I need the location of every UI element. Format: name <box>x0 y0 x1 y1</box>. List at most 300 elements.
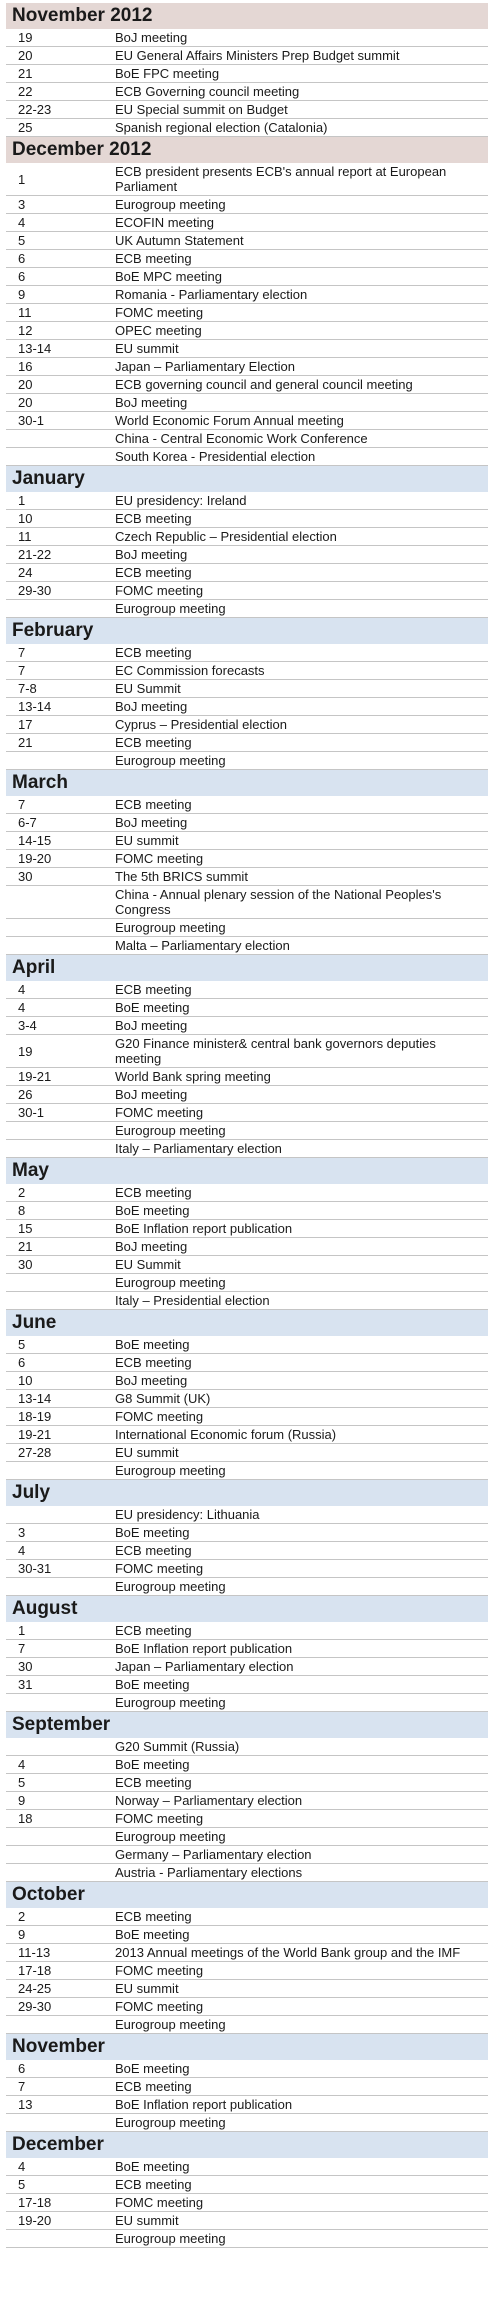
event-description: The 5th BRICS summit <box>115 869 248 884</box>
event-description: ECB Governing council meeting <box>115 84 300 99</box>
event-description: FOMC meeting <box>115 305 204 320</box>
event-row <box>6 250 488 268</box>
event-row <box>6 412 488 430</box>
event-date: 2 <box>18 1185 26 1200</box>
event-description: BoJ meeting <box>115 395 188 410</box>
event-date: 6 <box>18 2061 26 2076</box>
event-description: BoJ meeting <box>115 547 188 562</box>
event-description: Norway – Parliamentary election <box>115 1793 303 1808</box>
event-date: 22-23 <box>18 102 52 117</box>
event-date: 13-14 <box>18 699 52 714</box>
event-date: 3 <box>18 1525 26 1540</box>
event-description: Czech Republic – Presidential election <box>115 529 337 544</box>
event-row <box>6 340 488 358</box>
event-date: 13 <box>18 2097 33 2112</box>
event-description: UK Autumn Statement <box>115 233 244 248</box>
event-description: EU summit <box>115 2213 179 2228</box>
event-row <box>6 752 488 770</box>
event-description: FOMC meeting <box>115 1409 204 1424</box>
event-description: Eurogroup meeting <box>115 1123 226 1138</box>
event-date: 3 <box>18 197 26 212</box>
event-row <box>6 1998 488 2016</box>
event-description: FOMC meeting <box>115 1999 204 2014</box>
event-row <box>6 1140 488 1158</box>
event-date: 8 <box>18 1203 26 1218</box>
event-description: BoE meeting <box>115 1927 190 1942</box>
event-row <box>6 322 488 340</box>
month-header: December 2012 <box>6 137 488 163</box>
event-row <box>6 1426 488 1444</box>
event-description: EU summit <box>115 833 179 848</box>
event-description: BoE meeting <box>115 1000 190 1015</box>
event-description: ECB meeting <box>115 645 192 660</box>
event-row <box>6 919 488 937</box>
month-section <box>6 1310 488 1480</box>
event-description: ECB meeting <box>115 511 192 526</box>
event-description: BoE meeting <box>115 1203 190 1218</box>
event-description: EU General Affairs Ministers Prep Budget summit <box>115 48 400 63</box>
event-row <box>6 1256 488 1274</box>
event-row <box>6 1944 488 1962</box>
event-description: Eurogroup meeting <box>115 601 226 616</box>
event-description: World Economic Forum Annual meeting <box>115 413 344 428</box>
event-description: ECB meeting <box>115 1185 192 1200</box>
event-date: 11 <box>18 529 32 544</box>
event-row <box>6 1444 488 1462</box>
event-date: 5 <box>18 233 26 248</box>
event-row <box>6 868 488 886</box>
event-description: BoE meeting <box>115 1337 190 1352</box>
event-description: China - Central Economic Work Conference <box>115 431 368 446</box>
event-row <box>6 1864 488 1882</box>
event-date: 16 <box>18 359 33 374</box>
event-description: BoJ meeting <box>115 815 188 830</box>
event-description: BoE Inflation report publication <box>115 2097 293 2112</box>
event-date: 1 <box>18 493 26 508</box>
event-date: 4 <box>18 982 26 997</box>
event-row <box>6 814 488 832</box>
event-row <box>6 1372 488 1390</box>
month-header: November 2012 <box>6 3 488 29</box>
event-row <box>6 492 488 510</box>
event-row <box>6 1578 488 1596</box>
event-date: 18 <box>18 1811 33 1826</box>
event-description: G8 Summit (UK) <box>115 1391 211 1406</box>
event-row <box>6 1524 488 1542</box>
event-description: Japan – Parliamentary election <box>115 1659 294 1674</box>
event-row <box>6 1828 488 1846</box>
event-description: Japan – Parliamentary Election <box>115 359 295 374</box>
event-row <box>6 1926 488 1944</box>
event-description: China - Annual plenary session of the National Peoples's Congress <box>115 887 442 917</box>
event-date: 19-20 <box>18 2213 52 2228</box>
event-description: South Korea - Presidential election <box>115 449 316 464</box>
month-section <box>6 137 488 466</box>
event-row <box>6 1292 488 1310</box>
event-row <box>6 1086 488 1104</box>
event-date: 30 <box>18 1659 33 1674</box>
event-description: EU presidency: Lithuania <box>115 1507 260 1522</box>
event-date: 19-21 <box>18 1427 52 1442</box>
event-row <box>6 358 488 376</box>
event-row <box>6 304 488 322</box>
event-description: FOMC meeting <box>115 1963 204 1978</box>
event-description: EU presidency: Ireland <box>115 493 247 508</box>
month-section <box>6 2034 488 2132</box>
event-row <box>6 1184 488 1202</box>
event-description: Spanish regional election (Catalonia) <box>115 120 328 135</box>
event-description: ECB meeting <box>115 797 192 812</box>
event-description: ECB meeting <box>115 735 192 750</box>
event-row <box>6 698 488 716</box>
event-description: FOMC meeting <box>115 2195 204 2210</box>
month-section <box>6 618 488 770</box>
event-date: 4 <box>18 2159 26 2174</box>
event-description: BoE meeting <box>115 1757 190 1772</box>
event-description: G20 Finance minister& central bank governors deputies meeting <box>115 1036 436 1066</box>
event-date: 20 <box>18 395 33 410</box>
event-date: 19-21 <box>18 1069 52 1084</box>
event-row <box>6 2078 488 2096</box>
event-description: FOMC meeting <box>115 1105 204 1120</box>
event-row <box>6 2016 488 2034</box>
event-description: Malta – Parliamentary election <box>115 938 290 953</box>
event-date: 30-1 <box>18 413 45 428</box>
event-date: 21 <box>18 66 33 81</box>
event-row <box>6 564 488 582</box>
event-description: Eurogroup meeting <box>115 753 226 768</box>
event-row <box>6 1694 488 1712</box>
month-section <box>6 466 488 618</box>
month-section <box>6 1882 488 2034</box>
event-description: BoJ meeting <box>115 1239 188 1254</box>
event-row <box>6 510 488 528</box>
event-date: 24-25 <box>18 1981 52 1996</box>
event-description: BoE meeting <box>115 1525 190 1540</box>
event-row <box>6 119 488 137</box>
event-description: Eurogroup meeting <box>115 2017 226 2032</box>
event-description: ECB meeting <box>115 982 192 997</box>
event-row <box>6 1462 488 1480</box>
event-row <box>6 47 488 65</box>
event-row <box>6 582 488 600</box>
event-row <box>6 1846 488 1864</box>
month-section <box>6 955 488 1158</box>
event-row <box>6 1220 488 1238</box>
event-date: 4 <box>18 1000 26 1015</box>
event-row <box>6 1506 488 1524</box>
event-date: 29-30 <box>18 1999 52 2014</box>
event-description: EC Commission forecasts <box>115 663 265 678</box>
event-row <box>6 1908 488 1926</box>
event-row <box>6 1035 488 1068</box>
event-description: ECB meeting <box>115 1775 192 1790</box>
event-description: Eurogroup meeting <box>115 1463 226 1478</box>
event-description: ECB meeting <box>115 1543 192 1558</box>
event-row <box>6 29 488 47</box>
event-description: Eurogroup meeting <box>115 1275 226 1290</box>
month-section <box>6 2132 488 2248</box>
event-date: 9 <box>18 1927 26 1942</box>
event-row <box>6 1274 488 1292</box>
event-date: 26 <box>18 1087 33 1102</box>
month-header: November <box>6 2034 488 2060</box>
event-description: BoJ meeting <box>115 30 188 45</box>
event-row <box>6 101 488 119</box>
event-row <box>6 981 488 999</box>
event-description: FOMC meeting <box>115 1561 204 1576</box>
event-description: ECB meeting <box>115 1909 192 1924</box>
event-date: 31 <box>18 1677 33 1692</box>
event-description: OPEC meeting <box>115 323 202 338</box>
event-date: 30 <box>18 869 33 884</box>
event-description: BoE meeting <box>115 2061 190 2076</box>
event-date: 11 <box>18 305 32 320</box>
event-date: 19 <box>18 30 33 45</box>
event-row <box>6 214 488 232</box>
event-date: 14-15 <box>18 833 52 848</box>
event-row <box>6 163 488 196</box>
event-date: 17-18 <box>18 2195 52 2210</box>
event-date: 2 <box>18 1909 26 1924</box>
event-date: 13-14 <box>18 1391 52 1406</box>
event-description: Eurogroup meeting <box>115 2231 226 2246</box>
event-description: FOMC meeting <box>115 583 204 598</box>
event-row <box>6 196 488 214</box>
event-description: Romania - Parliamentary election <box>115 287 308 302</box>
event-row <box>6 1676 488 1694</box>
event-date: 22 <box>18 84 33 99</box>
event-description: FOMC meeting <box>115 1811 204 1826</box>
event-date: 21 <box>18 1239 33 1254</box>
event-row <box>6 1104 488 1122</box>
event-description: G20 Summit (Russia) <box>115 1739 240 1754</box>
event-row <box>6 2096 488 2114</box>
event-description: BoJ meeting <box>115 699 188 714</box>
event-date: 7 <box>18 645 26 660</box>
event-description: BoE MPC meeting <box>115 269 222 284</box>
month-section <box>6 1712 488 1882</box>
event-row <box>6 1542 488 1560</box>
month-header: April <box>6 955 488 981</box>
month-section <box>6 3 488 137</box>
event-row <box>6 2194 488 2212</box>
event-date: 7-8 <box>18 681 37 696</box>
event-description: BoE meeting <box>115 1677 190 1692</box>
event-date: 1 <box>18 1623 26 1638</box>
event-row <box>6 1622 488 1640</box>
event-date: 18-19 <box>18 1409 52 1424</box>
month-section <box>6 1158 488 1310</box>
event-description: BoE Inflation report publication <box>115 1221 293 1236</box>
event-description: Eurogroup meeting <box>115 2115 226 2130</box>
event-row <box>6 1980 488 1998</box>
event-row <box>6 1068 488 1086</box>
event-date: 20 <box>18 377 33 392</box>
event-date: 30-31 <box>18 1561 52 1576</box>
event-row <box>6 430 488 448</box>
event-date: 29-30 <box>18 583 52 598</box>
event-date: 6 <box>18 251 26 266</box>
event-row <box>6 83 488 101</box>
event-date: 13-14 <box>18 341 52 356</box>
event-row <box>6 1756 488 1774</box>
event-row <box>6 999 488 1017</box>
event-description: ECB governing council and general council meeting <box>115 377 413 392</box>
event-row <box>6 662 488 680</box>
event-date: 24 <box>18 565 33 580</box>
month-header: March <box>6 770 488 796</box>
event-description: BoE Inflation report publication <box>115 1641 293 1656</box>
event-description: EU Summit <box>115 681 181 696</box>
event-description: ECB meeting <box>115 2079 192 2094</box>
event-row <box>6 65 488 83</box>
event-description: EU summit <box>115 1981 179 1996</box>
events-calendar <box>6 0 488 2248</box>
event-row <box>6 1962 488 1980</box>
event-row <box>6 1738 488 1756</box>
event-description: Germany – Parliamentary election <box>115 1847 312 1862</box>
event-date: 7 <box>18 2079 26 2094</box>
event-description: Eurogroup meeting <box>115 1829 226 1844</box>
event-description: ECB meeting <box>115 2177 192 2192</box>
event-row <box>6 1354 488 1372</box>
event-row <box>6 1238 488 1256</box>
event-date: 1 <box>18 171 26 187</box>
month-header: September <box>6 1712 488 1738</box>
event-date: 10 <box>18 1373 33 1388</box>
event-date: 15 <box>18 1221 33 1236</box>
event-description: ECOFIN meeting <box>115 215 214 230</box>
event-date: 17-18 <box>18 1963 52 1978</box>
month-header: June <box>6 1310 488 1336</box>
month-header: December <box>6 2132 488 2158</box>
event-date: 19-20 <box>18 851 52 866</box>
event-row <box>6 886 488 919</box>
event-date: 10 <box>18 511 33 526</box>
event-description: FOMC meeting <box>115 851 204 866</box>
event-date: 21 <box>18 735 33 750</box>
event-date: 19 <box>18 1043 33 1059</box>
event-date: 5 <box>18 2177 26 2192</box>
event-date: 5 <box>18 1337 26 1352</box>
event-description: BoJ meeting <box>115 1087 188 1102</box>
event-date: 9 <box>18 1793 26 1808</box>
event-description: BoJ meeting <box>115 1373 188 1388</box>
event-date: 9 <box>18 287 26 302</box>
event-date: 21-22 <box>18 547 52 562</box>
event-row <box>6 734 488 752</box>
event-row <box>6 286 488 304</box>
event-date: 7 <box>18 663 26 678</box>
event-description: EU Summit <box>115 1257 181 1272</box>
event-description: EU summit <box>115 1445 179 1460</box>
event-date: 5 <box>18 1775 26 1790</box>
month-section <box>6 770 488 955</box>
event-date: 7 <box>18 797 26 812</box>
event-description: ECB meeting <box>115 1623 192 1638</box>
event-row <box>6 1336 488 1354</box>
event-row <box>6 1390 488 1408</box>
event-row <box>6 2114 488 2132</box>
event-date: 4 <box>18 1543 26 1558</box>
event-description: ECB president presents ECB's annual report at European Parliament <box>115 164 447 194</box>
event-row <box>6 2060 488 2078</box>
event-row <box>6 1810 488 1828</box>
event-row <box>6 268 488 286</box>
event-description: BoJ meeting <box>115 1018 188 1033</box>
event-description: ECB meeting <box>115 251 192 266</box>
event-description: BoE meeting <box>115 2159 190 2174</box>
event-description: World Bank spring meeting <box>115 1069 271 1084</box>
month-header: August <box>6 1596 488 1622</box>
month-header: May <box>6 1158 488 1184</box>
event-row <box>6 832 488 850</box>
event-date: 6-7 <box>18 815 37 830</box>
event-description: Italy – Presidential election <box>115 1293 270 1308</box>
event-description: Italy – Parliamentary election <box>115 1141 282 1156</box>
event-date: 30-1 <box>18 1105 45 1120</box>
month-section <box>6 1480 488 1596</box>
event-date: 12 <box>18 323 33 338</box>
month-header: July <box>6 1480 488 1506</box>
event-row <box>6 937 488 955</box>
event-row <box>6 2212 488 2230</box>
event-row <box>6 600 488 618</box>
event-date: 4 <box>18 1757 26 1772</box>
event-date: 7 <box>18 1641 26 1656</box>
month-section <box>6 1596 488 1712</box>
event-description: EU Special summit on Budget <box>115 102 288 117</box>
event-description: BoE FPC meeting <box>115 66 220 81</box>
event-date: 17 <box>18 717 33 732</box>
event-row <box>6 448 488 466</box>
event-date: 4 <box>18 215 26 230</box>
event-date: 11-13 <box>18 1945 51 1960</box>
event-description: ECB meeting <box>115 1355 192 1370</box>
event-row <box>6 2176 488 2194</box>
event-row <box>6 376 488 394</box>
event-row <box>6 680 488 698</box>
event-row <box>6 1408 488 1426</box>
event-row <box>6 1560 488 1578</box>
event-description: International Economic forum (Russia) <box>115 1427 337 1442</box>
event-row <box>6 232 488 250</box>
event-description: Eurogroup meeting <box>115 197 226 212</box>
event-date: 30 <box>18 1257 33 1272</box>
event-row <box>6 1792 488 1810</box>
event-row <box>6 1122 488 1140</box>
event-description: EU summit <box>115 341 179 356</box>
event-row <box>6 644 488 662</box>
event-description: Eurogroup meeting <box>115 920 226 935</box>
event-description: Austria - Parliamentary elections <box>115 1865 303 1880</box>
event-description: ECB meeting <box>115 565 192 580</box>
event-date: 20 <box>18 48 33 63</box>
event-row <box>6 394 488 412</box>
event-description: 2013 Annual meetings of the World Bank group and the IMF <box>115 1945 461 1960</box>
month-header: October <box>6 1882 488 1908</box>
event-description: Cyprus – Presidential election <box>115 717 287 732</box>
event-row <box>6 528 488 546</box>
event-row <box>6 2230 488 2248</box>
event-date: 25 <box>18 120 33 135</box>
event-date: 3-4 <box>18 1018 37 1033</box>
month-header: January <box>6 466 488 492</box>
event-row <box>6 1658 488 1676</box>
month-header: February <box>6 618 488 644</box>
event-row <box>6 1017 488 1035</box>
